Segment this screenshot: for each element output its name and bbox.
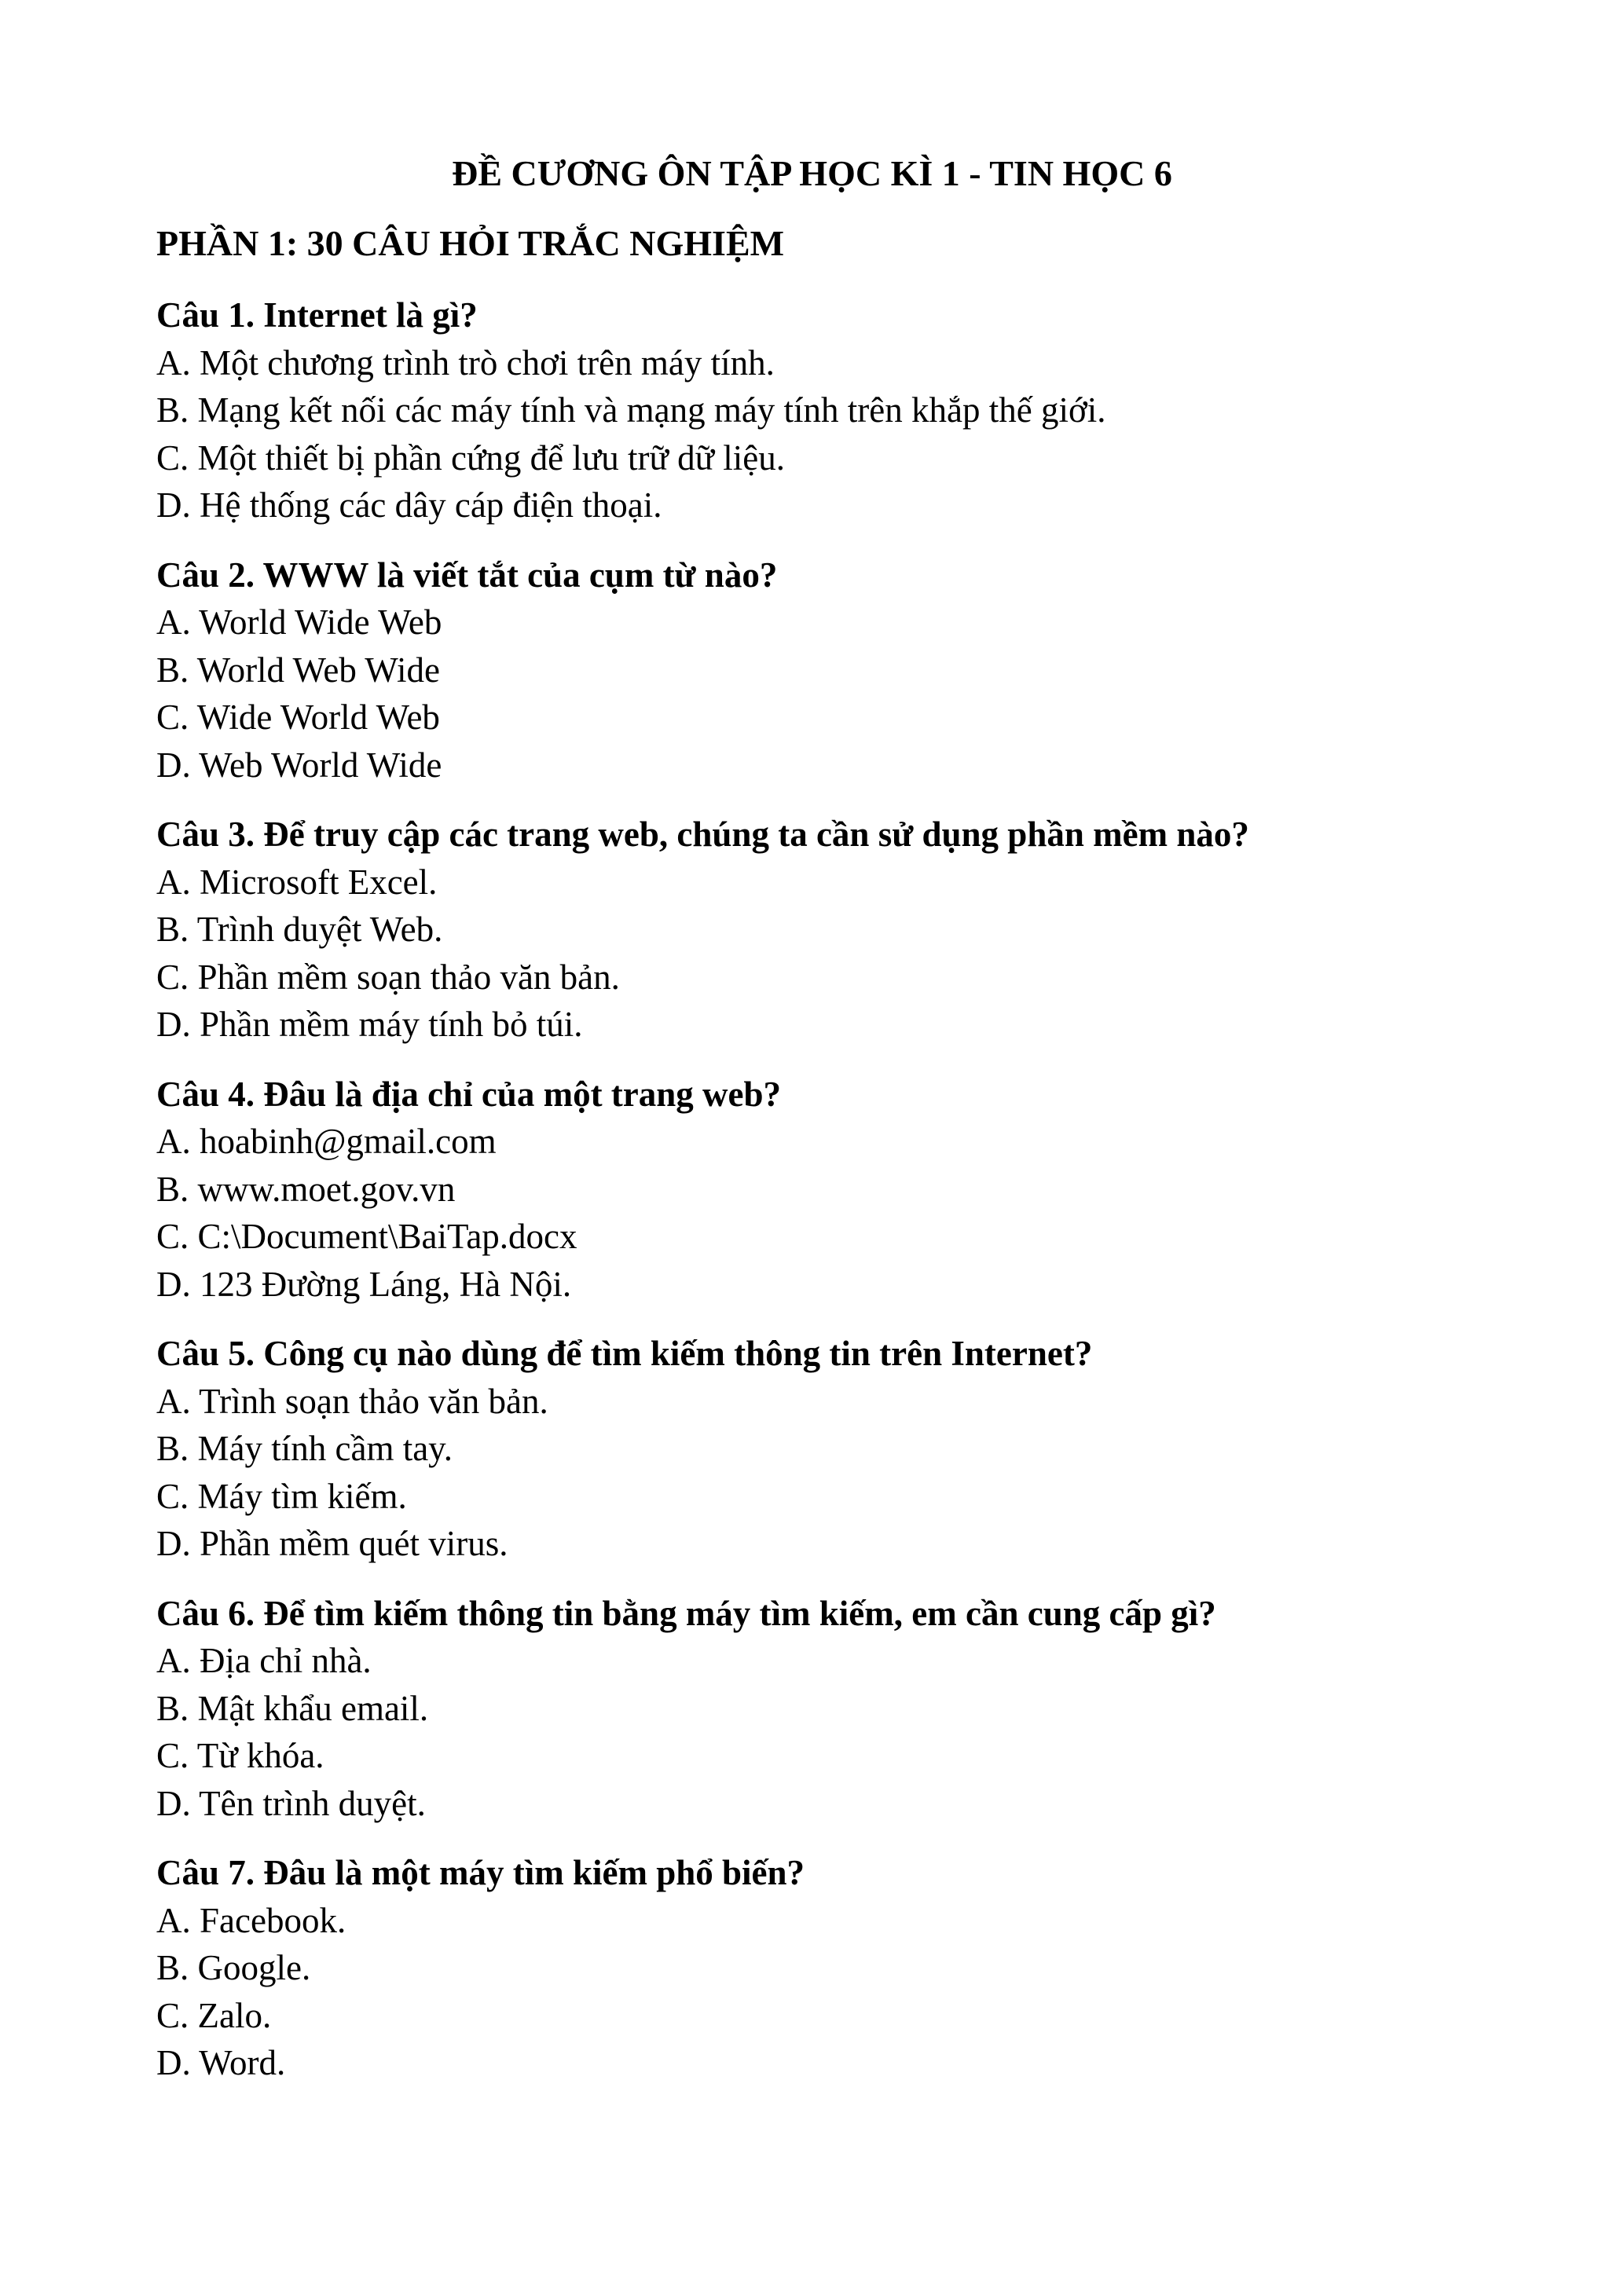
- question-list: [156, 291, 1492, 2109]
- question-4: [156, 1071, 1492, 1309]
- option-c: C. Từ khóa.: [156, 1736, 324, 1775]
- question-text: Câu 2. WWW là viết tắt của cụm từ nào?: [156, 555, 778, 595]
- option-a: A. Địa chỉ nhà.: [156, 1641, 372, 1680]
- option-b: B. Máy tính cầm tay.: [156, 1429, 453, 1468]
- option-b: B. World Web Wide: [156, 650, 440, 690]
- option-c: C. Wide World Web: [156, 698, 440, 737]
- question-3: [156, 811, 1492, 1049]
- option-d: D. Tên trình duyệt.: [156, 1783, 426, 1823]
- option-d: D. Hệ thống các dây cáp điện thoại.: [156, 485, 662, 525]
- option-a: A. Một chương trình trò chơi trên máy tính.: [156, 342, 775, 383]
- option-d: D. Phần mềm quét virus.: [156, 1524, 508, 1563]
- question-text: Câu 4. Đâu là địa chỉ của một trang web?: [156, 1074, 782, 1114]
- option-b: B. www.moet.gov.vn: [156, 1169, 456, 1209]
- document-title: ĐỀ CƯƠNG ÔN TẬP HỌC KÌ 1 - TIN HỌC 6: [452, 153, 1172, 193]
- option-c: C. Zalo.: [156, 1995, 272, 2035]
- option-c: C. C:\Document\BaiTap.docx: [156, 1217, 577, 1256]
- question-text: Câu 7. Đâu là một máy tìm kiếm phổ biến?: [156, 1853, 805, 1892]
- question-text: Câu 6. Để tìm kiếm thông tin bằng máy tìm kiếm, em cần cung cấp gì?: [156, 1593, 1216, 1633]
- option-a: A. hoabinh@gmail.com: [156, 1122, 497, 1161]
- option-d: D. Phần mềm máy tính bỏ túi.: [156, 1005, 583, 1044]
- option-b: B. Mật khẩu email.: [156, 1688, 429, 1728]
- option-d: D. 123 Đường Láng, Hà Nội.: [156, 1264, 572, 1304]
- question-1: [156, 291, 1492, 529]
- option-a: A. Facebook.: [156, 1900, 346, 1940]
- question-7: [156, 1849, 1492, 2087]
- option-c: C. Một thiết bị phần cứng để lưu trữ dữ liệu.: [156, 438, 785, 478]
- option-a: A. Trình soạn thảo văn bản.: [156, 1381, 548, 1421]
- question-text: Câu 3. Để truy cập các trang web, chúng ta cần sử dụng phần mềm nào?: [156, 815, 1249, 854]
- option-c: C. Phần mềm soạn thảo văn bản.: [156, 957, 620, 997]
- option-c: C. Máy tìm kiếm.: [156, 1476, 407, 1516]
- question-text: Câu 5. Công cụ nào dùng để tìm kiếm thông tin trên Internet?: [156, 1334, 1093, 1373]
- option-a: A. Microsoft Excel.: [156, 862, 438, 902]
- option-b: B. Google.: [156, 1948, 311, 1987]
- question-6: [156, 1590, 1492, 1828]
- option-b: B. Mạng kết nối các máy tính và mạng máy tính trên khắp thế giới.: [156, 390, 1106, 430]
- section-title: PHẦN 1: 30 CÂU HỎI TRẮC NGHIỆM: [156, 223, 785, 263]
- option-b: B. Trình duyệt Web.: [156, 910, 443, 949]
- option-d: D. Word.: [156, 2043, 286, 2082]
- option-a: A. World Wide Web: [156, 602, 442, 642]
- question-text: Câu 1. Internet là gì?: [156, 295, 478, 335]
- question-2: [156, 551, 1492, 789]
- question-5: [156, 1330, 1492, 1568]
- option-d: D. Web World Wide: [156, 745, 442, 785]
